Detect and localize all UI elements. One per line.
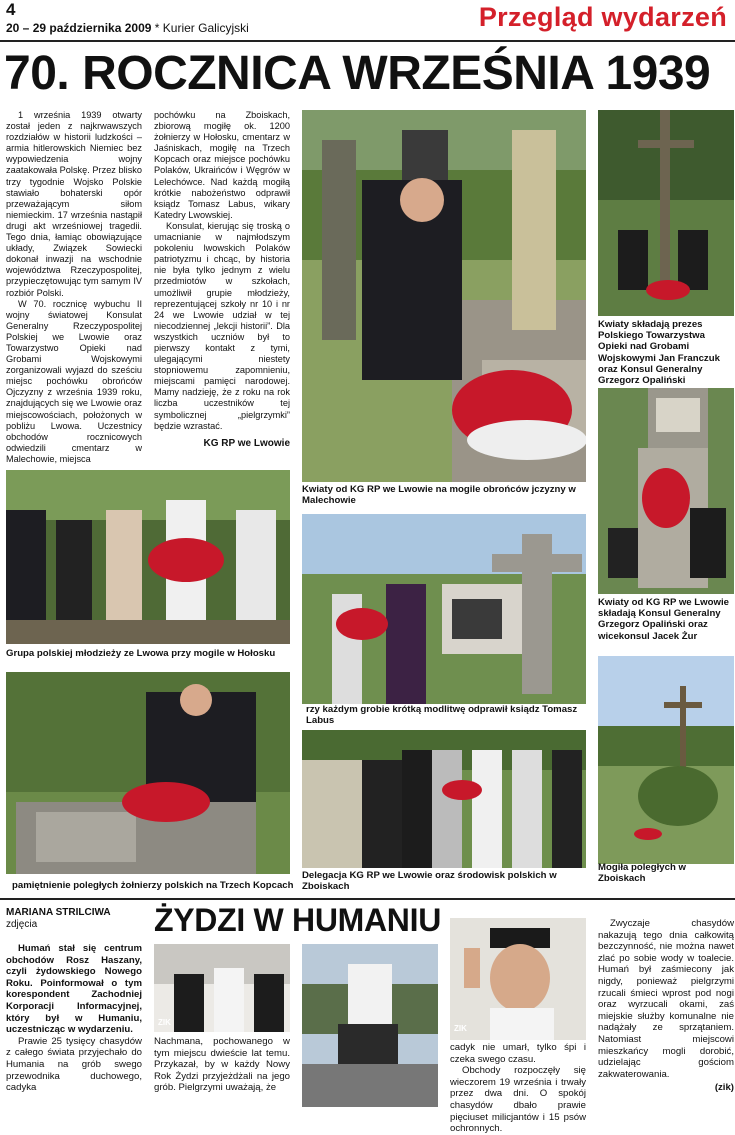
paragraph: Obchody rozpoczęły się wieczorem 19 września i trwały przez dwa dni. O spokój chasydów dbało prawie pięciuset milicjantów i 15 psów ochronnych. bbox=[450, 1065, 586, 1135]
article2-column-2 bbox=[154, 1036, 290, 1094]
paragraph: Konsulat, kierując się troską o umacnianie w najmłodszym pokoleniu lwowskich Polaków patriotyzmu i chcąc, by historia nie była tylko jednym z wielu przedmiotów w szkołach, umożliwił grupie młodzieży, reprezentującej szkoły nr 10 i nr 24 we Lwowie udział w tej niecodziennej „lekcji historii”. Dla wszystkich uczniów był to pierwszy kontakt z tymi, ulegającymi niestety stopniowemu zapomnieniu, miejscami pamięci narodowej. Mamy nadzieję, że z roku na rok liczba uczestników tej symbolicznej „pielgrzymki” będzie wzrastać. bbox=[154, 220, 290, 431]
article2-column-4 bbox=[598, 918, 734, 1094]
dateline bbox=[6, 21, 249, 35]
agency-logo: ZIK bbox=[158, 1018, 171, 1027]
photo-delegation bbox=[302, 730, 586, 868]
paragraph: cadyk nie umarł, tylko śpi i czeka swego czasu. bbox=[450, 1042, 586, 1065]
article-signature: KG RP we Lwowie bbox=[203, 437, 290, 449]
photo-zboiska-mound bbox=[598, 656, 734, 864]
issue-date: 20 – 29 października 2009 bbox=[6, 21, 152, 35]
paragraph: 1 września 1939 otwarty został jeden z najkrwawszych rozdziałów w historii ludzkości – armia hitlerowskich Niemiec bez wypowiedzenia wojny zaatakowała Polskę. Przez blisko trzy tygodnie Wojsko Polskie stawiało bohaterski opór przeważającym siłom niemieckim. 17 września nastąpił drugi akt wrześniowej tragedii. Tego dnia, łamiąc obowiązujące układy, Związek Sowiecki dokonał inwazji na wschodnie województwa Rzeczypospolitej, przypieczętowując tym samym IV rozbiór Polski. bbox=[6, 110, 142, 298]
caption-zboiska-mound: Mogiła poległych w Zboiskach bbox=[598, 862, 686, 885]
article2-headline: ŻYDZI W HUMANIU bbox=[154, 902, 442, 938]
caption-trzy-kopce: pamiętnienie poległych żołnierzy polskich na Trzech Kopcach bbox=[12, 880, 294, 891]
paragraph: W 70. rocznicę wybuchu II wojny światowej Konsulat Generalny Rzeczypospolitej Polskiej we Lwowie oraz Towarzystwo Opieki nad Grobami Wojskowymi zorganizowali wyjazd do sześciu miejsc pochówku obrońców Ojczyzny z września 1939 roku, znajdujących się we Lwowie oraz miejscowościach, położonych w pobliżu Lwowa. Uczestnicy obchodów rocznicowych odwiedzili cmentarz w Malechowie, miejsca bbox=[6, 298, 142, 464]
caption-delegation: Delegacja KG RP we Lwowie oraz środowisk polskich w Zboiskach bbox=[302, 870, 557, 893]
author-name: MARIANA STRILCIWA bbox=[6, 907, 111, 918]
photo-hasid-raised bbox=[302, 944, 438, 1107]
agency-logo: ZIK bbox=[454, 1024, 467, 1033]
section-rule bbox=[0, 898, 735, 900]
header-rule bbox=[0, 40, 735, 42]
article-column-2 bbox=[154, 110, 290, 449]
caption-priest: rzy każdym grobie krótką modlitwę odprawił ksiądz Tomasz Labus bbox=[306, 704, 578, 727]
paragraph: pochówku na Zboiskach, zbiorową mogiłę ok. 1200 żołnierzy w Hołosku, cmentarz w Jaśniskach, mogiłę na Trzech Kopcach oraz miejsce pochówku Polaków, Ukraińców i Węgrów w Lelechówce. Nad każdą mogiłą krótkie nabożeństwo odprawił ksiądz Tomasz Labus, wikary Katedry Lwowskiej. bbox=[154, 110, 290, 220]
photo-youth-group bbox=[6, 470, 290, 644]
article2-column-1 bbox=[6, 943, 142, 1094]
photo-malechow-flowers bbox=[302, 110, 586, 482]
page-number: 4 bbox=[6, 0, 16, 19]
publication-name: * Kurier Galicyjski bbox=[154, 21, 249, 35]
article2-signature: (zik) bbox=[714, 1082, 734, 1094]
photo-priest-prayer bbox=[302, 514, 586, 704]
photo-hasidim-crowd bbox=[154, 944, 290, 1032]
caption-konsul: Kwiaty od KG RP we Lwowie składają Konsul Generalny Grzegorz Opaliński oraz wicekonsul Jacek Żur bbox=[598, 597, 729, 642]
section-title: Przegląd wydarzeń bbox=[478, 2, 727, 32]
article-column-1 bbox=[6, 110, 142, 465]
caption-holosko: Grupa polskiej młodzieży ze Lwowa przy mogile w Hołosku bbox=[6, 648, 276, 659]
lead-paragraph: Humań stał się centrum obchodów Rosz Haszany, czyli żydowskiego Nowego Roku. Poinformował o tym korespondent Zachodniej Korporacji Informacyjnej, który był w Humaniu, uczestnicząc w wydarzeniu. bbox=[6, 943, 142, 1036]
paragraph: Zwyczaje chasydów nakazują tego dnia całkowitą bezczynność, nie można nawet zlać po sobie wody w toalecie. Humań był zaśmiecony jak nigdy, ponieważ pielgrzymi rzucali śmieci wprost pod nogi oraz wyrzucali okami, zaś miejskie służby komunalne nie nadążały ze sprzątaniem. Natomiast miejscowi mieszkańcy mogli dorobić, udzielając gościom zakwaterowania. bbox=[598, 918, 734, 1080]
photo-cross-grave bbox=[598, 110, 734, 316]
author-credit bbox=[6, 907, 111, 931]
article-headline: 70. ROCZNICA WRZEŚNIA 1939 bbox=[4, 47, 711, 100]
photo-konsul-grave bbox=[598, 388, 734, 594]
photo-trzy-kopce bbox=[6, 672, 290, 874]
caption-malechow: Kwiaty od KG RP we Lwowie na mogile obrońców jczyzny w Malechowie bbox=[302, 484, 576, 507]
author-role: zdjęcia bbox=[6, 919, 38, 930]
photo-hasid-portrait bbox=[450, 918, 586, 1040]
caption-franczuk: Kwiaty składają prezes Polskiego Towarzystwa Opieki nad Grobami Wojskowymi Jan Franczuk oraz Konsul Generalny Grzegorz Opaliński bbox=[598, 319, 720, 387]
paragraph: Prawie 25 tysięcy chasydów z całego świata przyjechało do Humania na grób swego przewodnika duchowego, cadyka bbox=[6, 1035, 142, 1094]
paragraph: Nachmana, pochowanego w tym miejscu dwieście lat temu. Przykazał, by w każdy Nowy Rok Żydzi przyjeżdżali na jego grób. Pielgrzymi uważają, że bbox=[154, 1036, 290, 1094]
article2-column-3 bbox=[450, 1042, 586, 1135]
